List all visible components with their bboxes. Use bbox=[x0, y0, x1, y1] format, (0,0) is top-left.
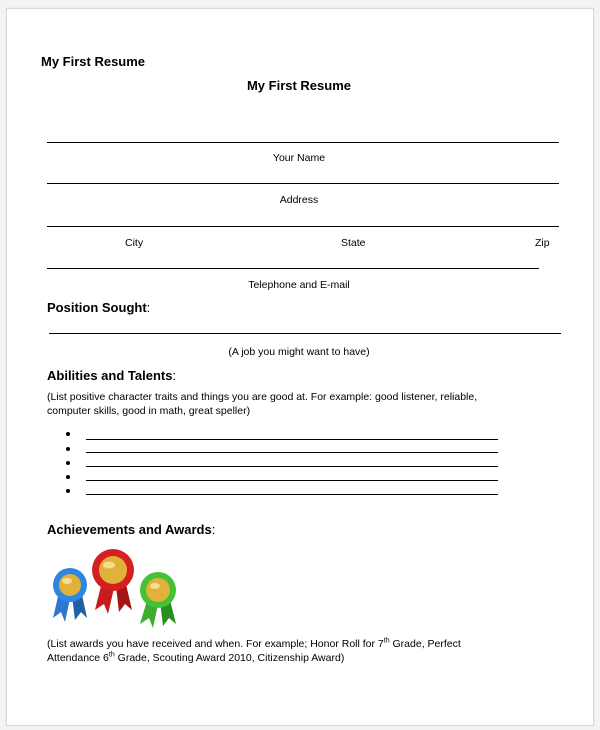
red-ribbon-medal-icon bbox=[92, 549, 134, 614]
green-ribbon-medal-icon bbox=[140, 572, 176, 628]
zip-label: Zip bbox=[535, 237, 550, 249]
position-heading: Position Sought: bbox=[47, 300, 151, 315]
ability-line-3 bbox=[86, 466, 498, 467]
achievements-hint-line-1: (List awards you have received and when. For example; Honor Roll for 7th Grade, Perfect bbox=[47, 637, 461, 650]
ability-line-5 bbox=[86, 494, 498, 495]
contact-label: Telephone and E-mail bbox=[248, 279, 350, 291]
bullet-2 bbox=[66, 447, 70, 451]
bullet-5 bbox=[66, 489, 70, 493]
name-line bbox=[47, 142, 559, 143]
city-label: City bbox=[125, 237, 144, 249]
position-line bbox=[49, 333, 561, 334]
achievements-heading: Achievements and Awards: bbox=[47, 522, 216, 537]
ability-line-1 bbox=[86, 439, 498, 440]
name-label: Your Name bbox=[272, 152, 326, 164]
award-medals-icon bbox=[45, 548, 190, 630]
address-line bbox=[47, 183, 559, 184]
abilities-hint-line-2: computer skills, good in math, great speller) bbox=[47, 405, 251, 417]
abilities-hint bbox=[47, 390, 587, 418]
ability-line-2 bbox=[86, 452, 498, 453]
blue-ribbon-medal-icon bbox=[53, 568, 87, 622]
achievements-hint bbox=[47, 637, 587, 665]
ability-line-4 bbox=[86, 480, 498, 481]
bullet-3 bbox=[66, 461, 70, 465]
contact-line bbox=[47, 268, 539, 269]
address-label: Address bbox=[279, 194, 319, 206]
abilities-hint-line-1: (List positive character traits and things you are good at. For example: good listener, reliable, bbox=[47, 391, 478, 403]
abilities-heading: Abilities and Talents: bbox=[47, 368, 177, 383]
bullet-1 bbox=[66, 432, 70, 436]
bullet-4 bbox=[66, 475, 70, 479]
achievements-hint-line-2: Attendance 6th Grade, Scouting Award 2010, Citizenship Award) bbox=[47, 651, 345, 664]
city-state-zip-line bbox=[47, 226, 559, 227]
position-hint: (A job you might want to have) bbox=[228, 346, 370, 358]
header-title: My First Resume bbox=[41, 54, 146, 69]
resume-title: My First Resume bbox=[246, 78, 352, 93]
state-label: State bbox=[341, 237, 366, 249]
